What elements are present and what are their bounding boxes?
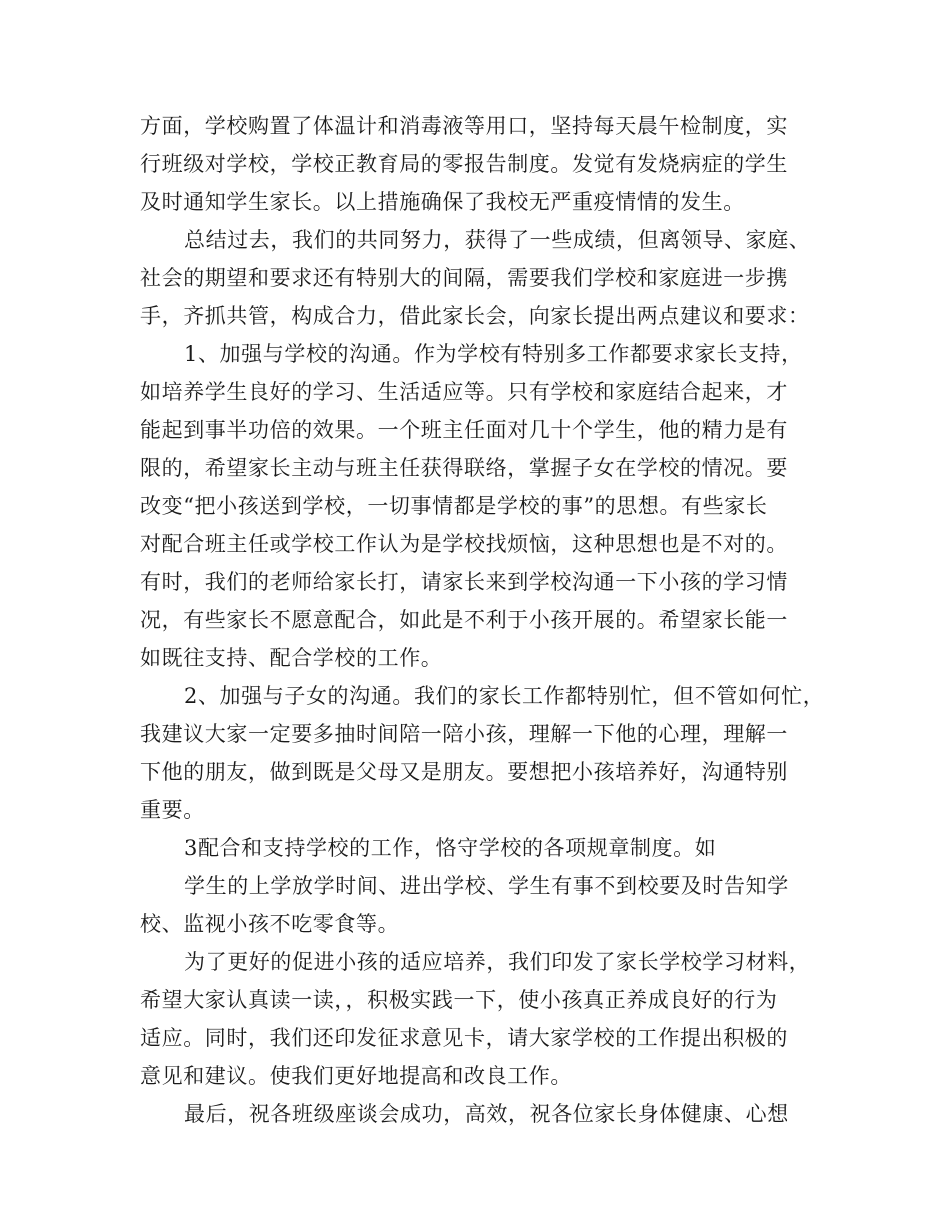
text-line: 校、监视小孩不吃零食等。 (140, 912, 400, 936)
text-line: 手，齐抓共管，构成合力，借此家长会，向家长提出两点建议和要求： (140, 304, 810, 328)
paragraph-start-line: 为了更好的促进小孩的适应培养，我们印发了家长学校学习材料， (184, 950, 811, 974)
text-line: 方面，学校购置了体温计和消毒液等用口，坚持每天晨午检制度，实 (140, 114, 788, 138)
text-line: 有时，我们的老师给家长打，请家长来到学校沟通一下小孩的学习情 (140, 570, 788, 594)
text-line: 行班级对学校，学校正教育局的零报告制度。发觉有发烧病症的学生 (140, 152, 788, 176)
text-line: 对配合班主任或学校工作认为是学校找烦恼，这种思想也是不对的。 (140, 532, 788, 556)
text-line: 我建议大家一定要多抽时间陪一陪小孩，理解一下他的心理，理解一 (140, 722, 788, 746)
text-line: 重要。 (140, 798, 205, 822)
text-line: 改变“把小孩送到学校，一切事情都是学校的事”的思想。有些家长 (140, 494, 768, 518)
text-line: 况，有些家长不愿意配合，如此是不利于小孩开展的。希望家长能一 (140, 608, 788, 632)
text-line: 下他的朋友，做到既是父母又是朋友。要想把小孩培养好，沟通特别 (140, 760, 788, 784)
paragraph-start-line: 1、加强与学校的沟通。作为学校有特别多工作都要求家长支持， (184, 342, 803, 366)
text-line: 能起到事半功倍的效果。一个班主任面对几十个学生，他的精力是有 (140, 418, 788, 442)
document-body (140, 107, 825, 1133)
text-line: 如培养学生良好的学习、生活适应等。只有学校和家庭结合起来，才 (140, 380, 788, 404)
paragraph-start-line: 最后，祝各班级座谈会成功，高效，祝各位家长身体健康、心想 (184, 1102, 789, 1126)
text-line: 限的，希望家长主动与班主任获得联络，掌握子女在学校的情况。要 (140, 456, 788, 480)
text-line: 适应。同时，我们还印发征求意见卡，请大家学校的工作提出积极的 (140, 1026, 788, 1050)
text-line: 如既往支持、配合学校的工作。 (140, 646, 443, 670)
text-line: 及时通知学生家长。以上措施确保了我校无严重疫情情的发生。 (140, 190, 745, 214)
paragraph-start-line: 学生的上学放学时间、进出学校、学生有事不到校要及时告知学 (184, 874, 789, 898)
text-line: 意见和建议。使我们更好地提高和改良工作。 (140, 1064, 572, 1088)
text-line: 希望大家认真读一读，，积极实践一下，使小孩真正养成良好的行为 (140, 988, 778, 1012)
paragraph-start-line: 2、加强与子女的沟通。我们的家长工作都特别忙，但不管如何忙， (184, 684, 825, 708)
text-line: 社会的期望和要求还有特别大的间隔，需要我们学校和家庭进一步携 (140, 266, 788, 290)
paragraph-start-line: 总结过去，我们的共同努力，获得了一些成绩，但离领导、家庭、 (184, 228, 811, 252)
paragraph-start-line: 3配合和支持学校的工作，恪守学校的各项规章制度。如 (184, 836, 717, 860)
